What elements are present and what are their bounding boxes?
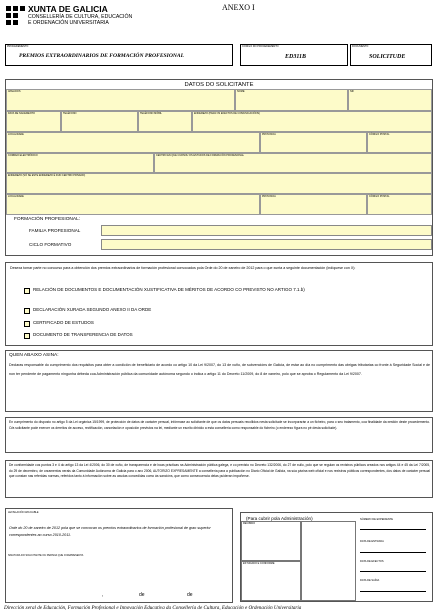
xunta-emblem-icon — [5, 5, 27, 27]
item-declaration: DECLARACIÓN XURADA SEGUNDO ANEXO II DA ORDE — [33, 307, 152, 312]
document-box — [350, 44, 432, 66]
effects-date-label: DATA DE EFECTOS — [360, 560, 384, 563]
procedure-value: PREMIOS EXTRAORDINARIOS DE FORMACIÓN PROFESIONAL — [19, 53, 185, 59]
admin-title: (Para cubrir pola Administración) — [246, 516, 313, 521]
item-merits: RELACIÓN DE DOCUMENTOS E DOCUMENTACIÓN XUSTIFICATIVA DE MÉRITOS DE ACORDO CO PREVISTO NO ARTIGO 7.1.b) — [33, 287, 305, 292]
birth-date-field[interactable]: DATA DE NACEMENTO — [6, 111, 61, 132]
file-number-line — [360, 529, 426, 530]
province-field[interactable]: PROVINCIA — [260, 132, 367, 153]
email-field[interactable]: CORREO ELECTRÓNICO — [6, 153, 154, 173]
procedure-box — [5, 44, 233, 66]
locality-field[interactable]: LOCALIDADE — [6, 132, 260, 153]
org-department: CONSELLERÍA DE CULTURA, EDUCACIÓN E ORDENACIÓN UNIVERSITARIA — [28, 14, 133, 26]
admin-blank-box — [301, 521, 356, 601]
nif-field[interactable]: NIF — [348, 89, 432, 111]
declaration-title: QUEN ABAIXO ASINA: — [9, 353, 59, 358]
check-certificate[interactable] — [24, 321, 30, 327]
legislation-section — [5, 508, 233, 603]
locality2-field[interactable]: LOCALIDADE — [6, 194, 260, 215]
procedure-code-value: ED311B — [285, 54, 307, 60]
exit-date-line — [360, 591, 426, 592]
name-field[interactable]: NOME — [235, 89, 348, 111]
address-field[interactable]: ENDEREZO (PARA OS EFECTOS DE COMUNICACIÓNS) — [192, 111, 432, 132]
received-box: RECIBIDO — [241, 521, 301, 561]
postal-code-field[interactable]: CÓDIGO POSTAL — [367, 132, 432, 153]
date-de-2: de — [187, 592, 193, 598]
declaration-text: Declaras responsable do cumprimento dos requisitos para obter a condición de beneficiario de acordo co artigo 10 da Lei 9/2007, do 13 de xuño, de subvencións de Galicia, de estar ao día no cumprimento das obrigas tributarias co fronte á Seguridade Social e de non ter pendente de pagamento ningunha débeda coa Administración pública da comunidade autónoma segundo o indica o artigo 11 do Decreto 11/2009, do 8 de xaneiro, polo que se aproba o Regulamento da Lei 9/2007. — [9, 363, 430, 377]
exit-date-label: DATA DE SAÍDA — [360, 579, 380, 582]
procedure-code-label: CÓDIGO DO PROCEDEMENTO — [242, 45, 279, 48]
org-name: XUNTA DE GALICIA — [28, 4, 108, 14]
documentation-intro: Desexa tomar parte no concurso para a obtención dos premios extraordinarios de formación profesional convocados pola Orde do 20 de xaneiro de 2012 para o que xunta a seguinte documentación (indíquese con X): — [10, 266, 356, 270]
date-de-1: de — [139, 592, 145, 598]
document-label: DOCUMENTO — [352, 45, 369, 48]
check-declaration[interactable] — [24, 308, 30, 314]
cycle-label: CICLO FORMATIVO — [29, 242, 72, 247]
legislation-text: Orde do 20 de xaneiro de 2012 pola que se convocan os premios extraordinarios de formación profesional de grao superior correspondentes ao curso 2010-2011. — [9, 526, 211, 537]
item-transfer: DOCUMENTO DE TRANSFERENCIA DE DATOS — [33, 332, 133, 337]
province2-field[interactable]: PROVINCIA — [260, 194, 367, 215]
legislation-label: LEXISLACIÓN APLICABLE — [8, 511, 39, 514]
applicant-title: DATOS DO SOLICITANTE — [184, 82, 254, 88]
center-address-field[interactable]: ENDEREZO (SÓ SE ESTE ENDEREZO É DUN CENTRO PRIVADO) — [6, 173, 432, 194]
admin-right-column — [360, 516, 430, 601]
family-field[interactable] — [101, 225, 432, 236]
transparency-text: De conformidade cos puntos 3 e 4 do artigo 13 da Lei 4/2006, do 30 de xuño, de transparencia e de boas prácticas na Administración pública galega, e co previsto no Decreto 132/2006, do 27 de xullo, polo que se regulan os rexistros públicos creados nos artigos 44 e 45 da Lei 7/2005, do 29 de decembro, de orzamentos xerais da Comunidade Autónoma de Galicia para o ano 2006, AUTORIZO EXPRESAMENTE a consellería para a publicación no Diario Oficial de Galicia, na súa páxina web oficial e nos rexistros públicos correspondentes, dos datos de carácter persoal que constan nas referidas normas, referidos tanto á información sobre as axudas concedidas como ás sancións, que como consecuencia delas puideran impoñerse. — [9, 463, 430, 478]
privacy-text: En cumprimento do disposto no artigo 5 da Lei orgánica 15/1999, de protección de datos de carácter persoal, infórmase ao solicitante de que os datos persoais recollidos nesta solicitude se incorporarán a un ficheiro, para o seu tratamento, coa finalidade da xestión deste procedemento. O/a solicitante pode exercer os dereitos de acceso, rectificación, cancelación e oposición previstos na lei, mediante un escrito dirixido a esta consellería como responsable do ficheiro (o enderezo figura no pé desta solicitude). — [9, 420, 430, 430]
fp-title: FORMACIÓN PROFESIONAL: — [14, 217, 81, 222]
cycle-field[interactable] — [101, 239, 432, 250]
place-comma: , — [102, 592, 104, 598]
postal-code2-field[interactable]: CÓDIGO POSTAL — [367, 194, 432, 215]
phone-field[interactable]: TELÉFONO — [61, 111, 138, 132]
effects-date-line — [360, 571, 426, 572]
declaration-section — [5, 350, 433, 412]
transparency-section — [5, 460, 433, 498]
annex-title: ANEXO I — [222, 3, 255, 12]
examined-box: ESTUDADO E CONFORME — [241, 561, 301, 601]
signature-area[interactable] — [9, 561, 229, 589]
procedure-label: PROCEDEMENTO — [7, 45, 29, 48]
family-label: FAMILIA PROFESIONAL — [29, 228, 81, 233]
file-number-label: NÚMERO DE EXPEDIENTE — [360, 518, 394, 521]
check-transfer[interactable] — [24, 333, 30, 339]
xunta-logo — [5, 5, 27, 27]
footer-text: Dirección xeral de Educación, Formación Profesional e Innovación Educativa da Consellería de Cultura, Educación e Ordenación Universitaria — [4, 605, 302, 611]
check-merits[interactable] — [24, 288, 30, 294]
surnames-field[interactable]: APELIDOS — [6, 89, 235, 111]
mobile-field[interactable]: TELÉFONO MÓBIL — [138, 111, 192, 132]
entry-date-line — [360, 552, 426, 553]
center-field[interactable]: CENTRO EN QUE CURSOU OS ESTUDOS DE FORMACIÓN PROFESIONAL — [154, 153, 432, 173]
item-certificate: CERTIFICADO DE ESTUDOS — [33, 320, 94, 325]
signature-label: SINATURA DO SOLICITANTE OU PERSOA QUE O REPRESENTA — [8, 554, 84, 557]
entry-date-label: DATA DE ENTRADA — [360, 540, 384, 543]
procedure-code-box — [240, 44, 348, 66]
document-value: SOLICITUDE — [369, 54, 406, 60]
privacy-section — [5, 417, 433, 453]
